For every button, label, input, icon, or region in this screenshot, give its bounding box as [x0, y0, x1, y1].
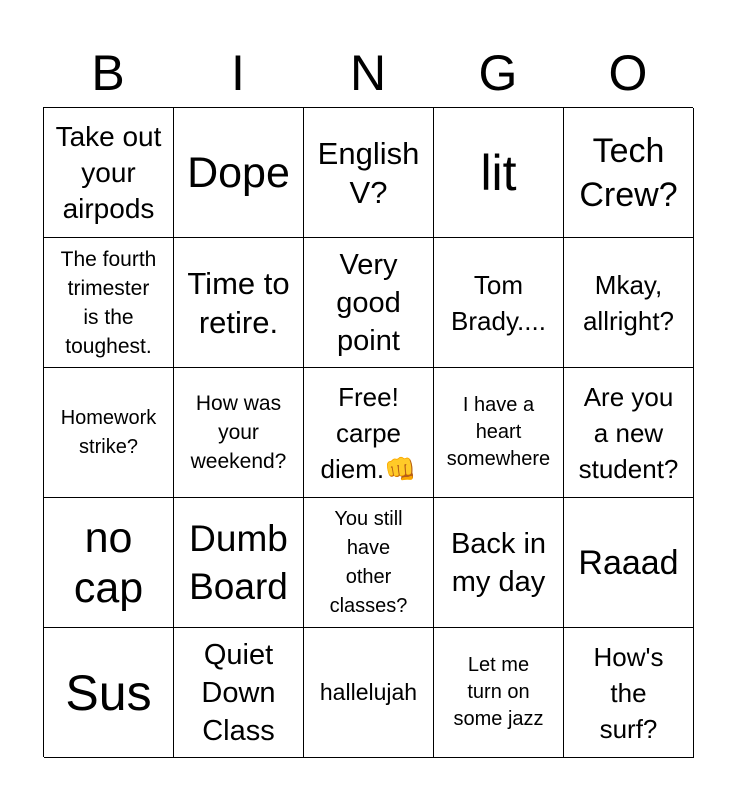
- cell-text: You still have other classes?: [329, 507, 408, 617]
- header-letter-g: G: [478, 45, 518, 101]
- cell-text: Dope: [187, 148, 290, 197]
- cell-text: Free! carpe diem.👊: [320, 381, 417, 484]
- bingo-cell-r2-c3[interactable]: [304, 238, 434, 368]
- bingo-cell-r3-c4[interactable]: [434, 368, 564, 498]
- bingo-cell-r5-c2[interactable]: [174, 628, 304, 758]
- cell-text: The fourth trimester is the toughest.: [60, 247, 157, 358]
- cell-text: Time to retire.: [187, 265, 290, 340]
- bingo-header: [43, 40, 693, 106]
- bingo-cell-r2-c5[interactable]: [564, 238, 694, 368]
- cell-text: hallelujah: [319, 679, 418, 705]
- bingo-cell-r1-c1[interactable]: [44, 108, 174, 238]
- cell-text: Tech Crew?: [579, 131, 678, 214]
- bingo-cell-r5-c5[interactable]: [564, 628, 694, 758]
- cell-text: Take out your airpods: [55, 120, 162, 224]
- header-letter-o: O: [608, 45, 648, 101]
- cell-text: How's the surf?: [593, 641, 664, 744]
- header-letter-b: B: [91, 45, 125, 101]
- bingo-cell-r3-c1[interactable]: [44, 368, 174, 498]
- cell-text: Quiet Down Class: [201, 638, 276, 747]
- cell-text: Tom Brady....: [451, 269, 546, 336]
- bingo-card: [43, 107, 693, 757]
- bingo-cell-r2-c1[interactable]: [44, 238, 174, 368]
- bingo-cell-r3-c3[interactable]: [304, 368, 434, 498]
- bingo-cell-r1-c2[interactable]: [174, 108, 304, 238]
- bingo-cell-r5-c4[interactable]: [434, 628, 564, 758]
- bingo-cell-r2-c4[interactable]: [434, 238, 564, 368]
- cell-text: Raaad: [578, 543, 679, 582]
- bingo-cell-r4-c3[interactable]: [304, 498, 434, 628]
- header-letter-i: I: [231, 45, 245, 101]
- cell-text: Mkay, allright?: [582, 269, 675, 336]
- bingo-cell-r5-c1[interactable]: [44, 628, 174, 758]
- bingo-cell-r2-c2[interactable]: [174, 238, 304, 368]
- cell-text: Dumb Board: [189, 517, 288, 607]
- bingo-cell-r3-c5[interactable]: [564, 368, 694, 498]
- cell-text: Homework strike?: [60, 406, 157, 458]
- bingo-cell-r4-c1[interactable]: [44, 498, 174, 628]
- bingo-cell-r4-c2[interactable]: [174, 498, 304, 628]
- cell-text: Very good point: [336, 248, 401, 357]
- bingo-cell-r4-c5[interactable]: [564, 498, 694, 628]
- bingo-cell-r3-c2[interactable]: [174, 368, 304, 498]
- header-letter-n: N: [349, 45, 387, 101]
- cell-text: How was your weekend?: [190, 392, 287, 473]
- bingo-cell-r5-c3[interactable]: [304, 628, 434, 758]
- cell-text: Back in my day: [450, 527, 547, 598]
- cell-text: Let me turn on some jazz: [453, 654, 544, 730]
- bingo-cell-r1-c3[interactable]: [304, 108, 434, 238]
- bingo-cell-r1-c4[interactable]: [434, 108, 564, 238]
- bingo-cell-r1-c5[interactable]: [564, 108, 694, 238]
- cell-text: no cap: [73, 513, 144, 612]
- cell-text: lit: [480, 144, 517, 201]
- bingo-cell-r4-c4[interactable]: [434, 498, 564, 628]
- cell-text: Sus: [65, 664, 152, 721]
- cell-text: Are you a new student?: [578, 381, 679, 484]
- cell-text: English V?: [317, 135, 420, 210]
- cell-text: I have a heart somewhere: [446, 394, 551, 470]
